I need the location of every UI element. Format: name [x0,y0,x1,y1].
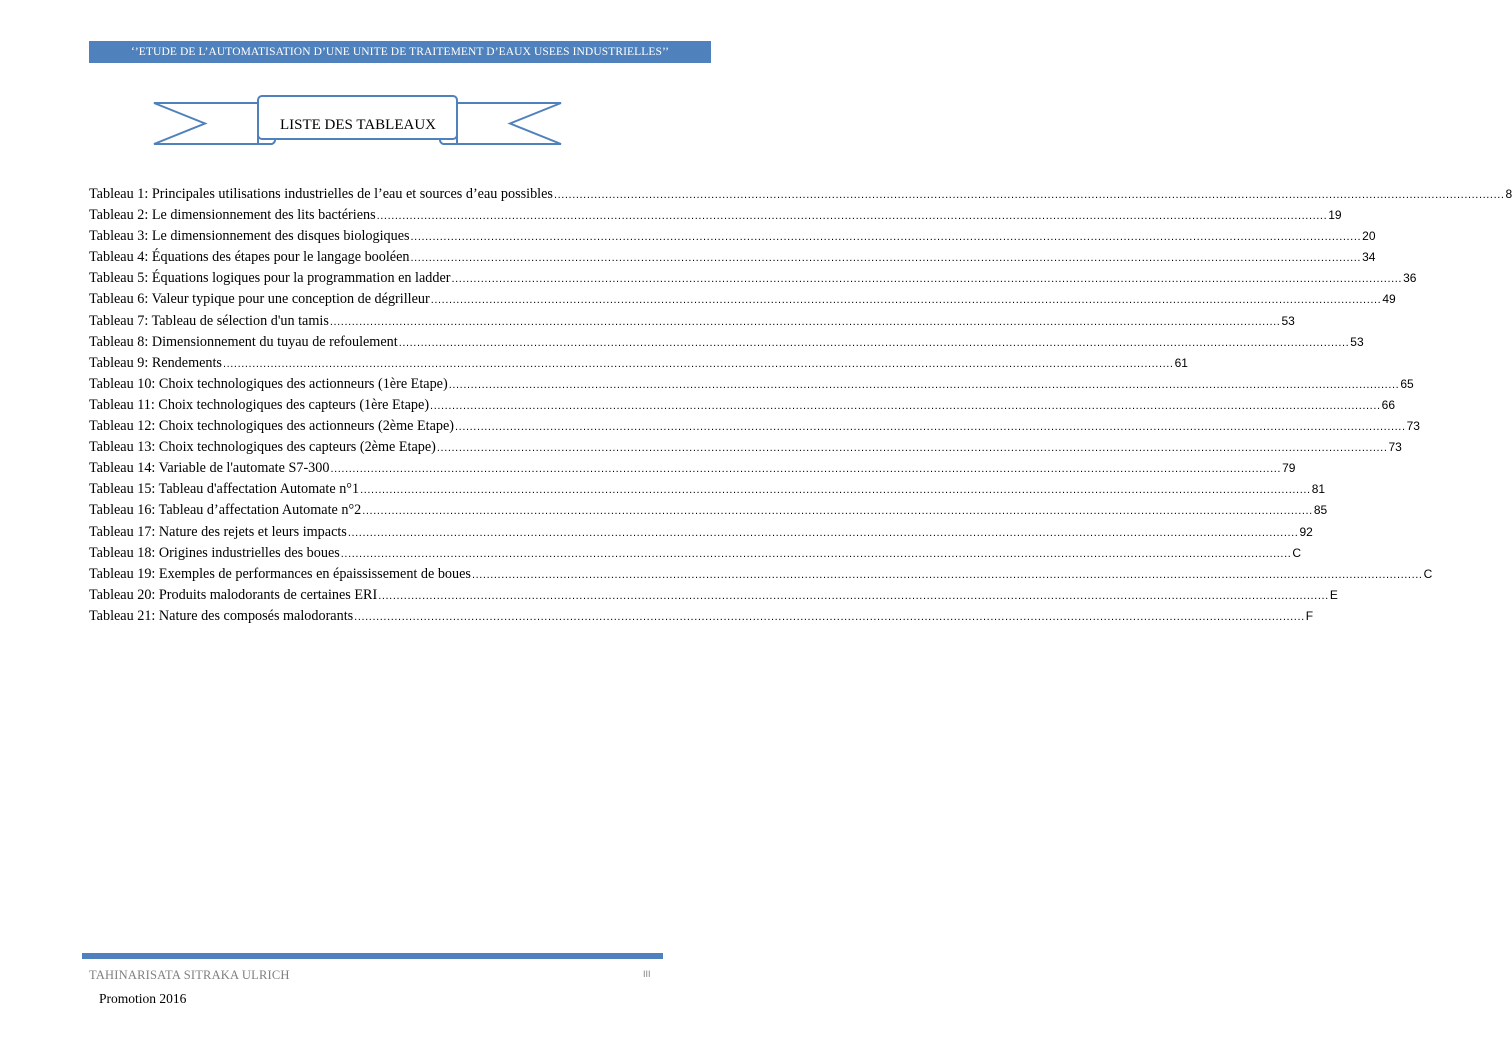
toc-dot-leader: .................................................................................................................................................................................................................................................................... [553,189,1505,201]
toc-dot-leader: .................................................................................................................................................................................................................................................................... [360,484,1311,497]
toc-dot-leader: .................................................................................................................................................................................................................................................................... [376,210,1328,223]
toc-dot-leader: .................................................................................................................................................................................................................................................................... [448,378,1400,391]
toc-entry-page: C [1292,545,1302,560]
toc-entry-label: Tableau 11: Choix technologiques des capteurs (1ère Etape) [89,396,430,413]
toc-entry-label: Tableau 6: Valeur typique pour une conception de dégrilleur [89,291,430,308]
toc-dot-leader: .................................................................................................................................................................................................................................................................... [329,315,1281,328]
toc-entry[interactable] [89,606,1314,627]
toc-entry-page: 20 [1362,229,1376,244]
toc-entry[interactable] [89,374,1414,395]
toc-entry-page: 65 [1400,376,1414,391]
toc-entry[interactable] [89,226,1376,247]
toc-dot-leader: .................................................................................................................................................................................................................................................................... [330,463,1282,476]
toc-entry-label: Tableau 3: Le dimensionnement des disques biologiques [89,228,410,245]
toc-entry-label: Tableau 17: Nature des rejets et leurs impacts [89,523,347,540]
toc-entry-label: Tableau 9: Rendements [89,354,222,371]
toc-entry[interactable] [89,247,1376,268]
footer-page-number: III [643,969,651,979]
toc-entry[interactable] [89,500,1328,521]
toc-entry-label: Tableau 14: Variable de l'automate S7-300 [89,460,330,477]
toc-dot-leader: .................................................................................................................................................................................................................................................................... [378,589,1329,602]
toc-entry[interactable] [89,522,1313,543]
toc-entry[interactable] [89,395,1396,416]
toc-entry-label: Tableau 4: Équations des étapes pour le langage booléen [89,249,410,266]
toc-entry-label: Tableau 19: Exemples de performances en épaississement de boues [89,565,471,582]
toc-entry[interactable] [89,564,1433,585]
toc-dot-leader: .................................................................................................................................................................................................................................................................... [430,294,1382,307]
toc-dot-leader: .................................................................................................................................................................................................................................................................... [410,252,1362,265]
toc-entry-label: Tableau 10: Choix technologiques des actionneurs (1ère Etape) [89,375,448,392]
toc-entry-page: C [1423,566,1433,581]
toc-dot-leader: .................................................................................................................................................................................................................................................................... [340,547,1292,560]
toc-dot-leader: .................................................................................................................................................................................................................................................................... [398,336,1350,349]
toc-entry-label: Tableau 7: Tableau de sélection d'un tamis [89,312,329,329]
toc-entry-page: 61 [1174,355,1188,370]
toc-entry-page: 81 [1311,482,1326,497]
toc-entry-page: 8 [1505,187,1512,201]
toc-entry-page: F [1305,608,1314,623]
toc-entry-label: Tableau 1: Principales utilisations industrielles de l’eau et sources d’eau possibles [89,186,553,202]
toc-entry-page: 53 [1350,334,1364,349]
toc-entry[interactable] [89,311,1295,332]
toc-entry-label: Tableau 13: Choix technologiques des capteurs (2ème Etape) [89,439,436,456]
toc-entry-page: 66 [1381,397,1396,412]
toc-entry-page: 85 [1313,503,1328,518]
table-of-contents [89,184,1512,627]
toc-entry[interactable] [89,416,1420,437]
toc-entry[interactable] [89,332,1364,353]
toc-entry-page: 49 [1382,292,1396,307]
toc-entry-label: Tableau 16: Tableau d’affectation Automate n°2 [89,502,362,519]
toc-entry-page: 73 [1388,440,1402,455]
toc-dot-leader: .................................................................................................................................................................................................................................................................... [362,505,1313,518]
toc-entry-label: Tableau 2: Le dimensionnement des lits bactériens [89,207,376,224]
toc-dot-leader: .................................................................................................................................................................................................................................................................... [354,610,1305,623]
toc-dot-leader: .................................................................................................................................................................................................................................................................... [471,568,1423,581]
toc-entry-label: Tableau 8: Dimensionnement du tuyau de refoulement [89,333,398,350]
toc-entry-label: Tableau 5: Équations logiques pour la programmation en ladder [89,270,451,287]
toc-entry[interactable] [89,268,1417,289]
toc-entry-label: Tableau 18: Origines industrielles des boues [89,544,340,561]
footer-divider [82,953,663,959]
page-header-band [89,41,711,63]
footer-promotion: Promotion 2016 [99,991,187,1006]
toc-entry[interactable] [89,458,1296,479]
toc-dot-leader: .................................................................................................................................................................................................................................................................... [222,357,1174,370]
toc-entry[interactable] [89,184,1512,205]
toc-entry-label: Tableau 20: Produits malodorants de certaines ERI [89,586,378,603]
document-title: ‘’ETUDE DE L’AUTOMATISATION D’UNE UNITE DE TRAITEMENT D’EAUX USEES INDUSTRIELLES’’ [130,46,670,58]
toc-entry-page: 73 [1406,419,1420,434]
toc-entry-label: Tableau 12: Choix technologiques des actionneurs (2ème Etape) [89,418,455,435]
toc-entry-page: 79 [1282,461,1296,476]
toc-dot-leader: .................................................................................................................................................................................................................................................................... [451,273,1403,286]
footer-author: TAHINARISATA SITRAKA ULRICH [89,968,290,982]
toc-dot-leader: .................................................................................................................................................................................................................................................................... [455,421,1406,434]
toc-entry-page: 53 [1281,313,1295,328]
toc-entry-label: Tableau 15: Tableau d'affectation Automate n°1 [89,481,360,498]
toc-entry[interactable] [89,205,1342,226]
toc-entry-page: 36 [1403,271,1417,286]
toc-entry-label: Tableau 21: Nature des composés malodorants [89,607,354,624]
toc-entry-page: E [1329,587,1338,602]
toc-entry-page: 19 [1328,208,1342,223]
toc-entry-page: 34 [1362,250,1376,265]
toc-entry[interactable] [89,543,1302,564]
toc-dot-leader: .................................................................................................................................................................................................................................................................... [347,526,1299,539]
toc-dot-leader: .................................................................................................................................................................................................................................................................... [430,399,1381,412]
toc-dot-leader: .................................................................................................................................................................................................................................................................... [410,231,1362,244]
toc-entry[interactable] [89,289,1396,310]
list-of-tables-heading: LISTE DES TABLEAUX [279,116,436,133]
toc-entry[interactable] [89,353,1188,374]
toc-dot-leader: .................................................................................................................................................................................................................................................................... [436,442,1388,455]
toc-entry[interactable] [89,437,1402,458]
toc-entry[interactable] [89,479,1326,500]
toc-entry-page: 92 [1299,524,1313,539]
toc-entry[interactable] [89,585,1338,606]
